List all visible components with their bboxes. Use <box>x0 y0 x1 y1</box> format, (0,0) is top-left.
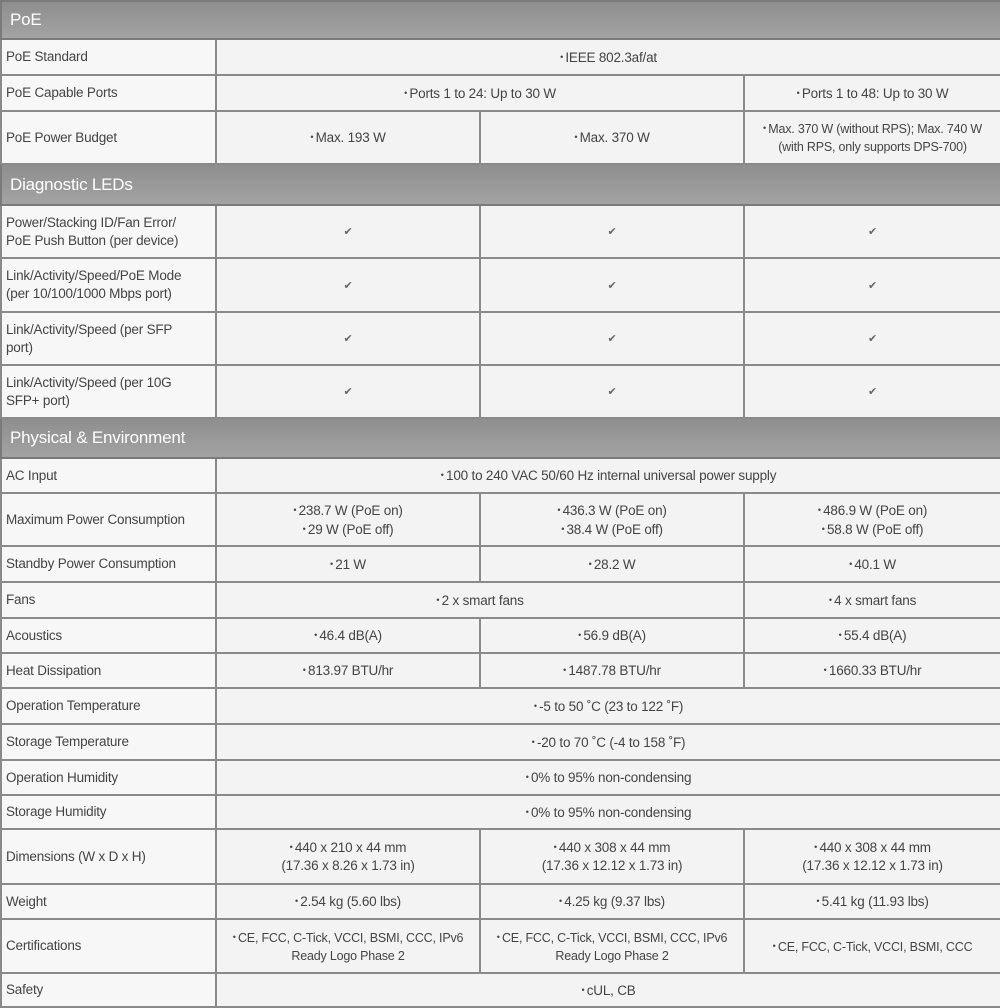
row-label: Safety <box>1 973 216 1007</box>
row-label: Weight <box>1 884 216 919</box>
section-title: Diagnostic LEDs <box>1 164 1000 205</box>
section-header-diagnostic-leds <box>1 164 1000 205</box>
row-value <box>480 919 744 973</box>
row-label: Operation Temperature <box>1 688 216 724</box>
label-line: Link/Activity/Speed (per SFP <box>6 321 173 337</box>
row-value <box>216 973 1000 1007</box>
label-line: port) <box>6 339 33 355</box>
row-value <box>216 653 480 688</box>
table-row <box>1 795 1000 829</box>
table-row <box>1 75 1000 111</box>
table-row <box>1 493 1000 546</box>
table-row <box>1 111 1000 164</box>
row-label: Dimensions (W x D x H) <box>1 829 216 884</box>
row-value <box>744 884 1000 919</box>
value-text: • 46.4 dB(A) <box>314 628 382 643</box>
value-text: (17.36 x 12.12 x 1.73 in) <box>541 858 683 873</box>
label-line: PoE Push Button (per device) <box>6 232 179 248</box>
value-text: (17.36 x 8.26 x 1.73 in) <box>281 858 415 873</box>
row-value <box>744 493 1000 546</box>
row-value <box>480 546 744 582</box>
value-text: • 813.97 BTU/hr <box>303 663 393 678</box>
value-text: • 440 x 308 x 44 mm <box>485 838 739 857</box>
row-value <box>216 258 480 312</box>
row-label: Certifications <box>1 919 216 973</box>
value-text: • Max. 193 W <box>310 130 385 145</box>
table-row <box>1 618 1000 653</box>
row-value <box>216 365 480 418</box>
label-line: Link/Activity/Speed (per 10G <box>6 374 172 390</box>
row-value <box>480 111 744 164</box>
row-value <box>744 618 1000 653</box>
value-text: • 440 x 210 x 44 mm <box>221 838 475 857</box>
table-row <box>1 546 1000 582</box>
row-value <box>216 829 480 884</box>
value-text: • -20 to 70 ˚C (-4 to 158 ˚F) <box>532 735 686 750</box>
table-row <box>1 688 1000 724</box>
table-row <box>1 258 1000 312</box>
label-line: SFP+ port) <box>6 392 70 408</box>
row-value <box>744 582 1000 618</box>
table-row <box>1 205 1000 258</box>
section-title: PoE <box>1 1 1000 39</box>
row-value <box>480 884 744 919</box>
table-row <box>1 724 1000 760</box>
table-row <box>1 365 1000 418</box>
row-label: PoE Capable Ports <box>1 75 216 111</box>
value-text: • 1660.33 BTU/hr <box>824 663 922 678</box>
row-value <box>480 493 744 546</box>
value-text: • 5.41 kg (11.93 lbs) <box>816 894 928 909</box>
row-label: Storage Temperature <box>1 724 216 760</box>
row-value <box>744 365 1000 418</box>
check-icon: ✔ <box>868 333 878 345</box>
row-label: Standby Power Consumption <box>1 546 216 582</box>
row-value <box>216 312 480 365</box>
row-value <box>216 618 480 653</box>
value-text: • Max. 370 W <box>574 130 649 145</box>
row-value <box>216 493 480 546</box>
value-text: • cUL, CB <box>581 983 635 998</box>
table-row <box>1 829 1000 884</box>
check-icon: ✔ <box>607 333 617 345</box>
value-text: • 238.7 W (PoE on) <box>221 501 475 520</box>
row-value <box>744 546 1000 582</box>
value-text: • 4.25 kg (9.37 lbs) <box>559 894 665 909</box>
value-text: • 28.2 W <box>589 557 636 572</box>
section-header-physical-environment <box>1 418 1000 458</box>
row-label <box>1 258 216 312</box>
check-icon: ✔ <box>868 279 878 292</box>
row-value <box>216 724 1000 760</box>
section-title: Physical & Environment <box>1 418 1000 458</box>
row-value <box>480 829 744 884</box>
row-value <box>744 653 1000 688</box>
table-row <box>1 312 1000 365</box>
row-value <box>216 688 1000 724</box>
value-text: Ready Logo Phase 2 <box>291 948 405 963</box>
value-text: • 436.3 W (PoE on) <box>485 501 739 520</box>
value-text: • 1487.78 BTU/hr <box>563 663 661 678</box>
value-text: • 21 W <box>330 557 366 572</box>
row-label: Fans <box>1 582 216 618</box>
check-icon: ✔ <box>868 226 878 238</box>
row-value <box>216 919 480 973</box>
row-value <box>216 458 1000 493</box>
label-line: (per 10/100/1000 Mbps port) <box>6 286 172 301</box>
value-text: (with RPS, only supports DPS-700) <box>778 140 967 154</box>
row-label <box>1 312 216 365</box>
row-value <box>216 205 480 258</box>
value-text: • Max. 370 W (without RPS); Max. 740 W <box>749 119 996 138</box>
row-value <box>744 111 1000 164</box>
label-line: Link/Activity/Speed/PoE Mode <box>6 268 182 283</box>
value-text: • -5 to 50 ˚C (23 to 122 ˚F) <box>534 699 683 714</box>
row-value <box>216 582 744 618</box>
value-text: • CE, FCC, C-Tick, VCCI, BSMI, CCC <box>773 940 973 954</box>
value-text: • 58.8 W (PoE off) <box>749 520 996 539</box>
row-value <box>744 205 1000 258</box>
table-row <box>1 582 1000 618</box>
row-value <box>480 205 744 258</box>
row-value <box>216 39 1000 75</box>
section-header-poe <box>1 1 1000 39</box>
row-label: Operation Humidity <box>1 760 216 795</box>
row-label: Storage Humidity <box>1 795 216 829</box>
row-label: Acoustics <box>1 618 216 653</box>
row-value <box>480 312 744 365</box>
row-value <box>216 75 744 111</box>
check-icon: ✔ <box>343 279 353 292</box>
value-text: • 2 x smart fans <box>436 593 523 608</box>
value-text: • 0% to 95% non-condensing <box>526 805 692 820</box>
row-label <box>1 365 216 418</box>
row-value <box>216 546 480 582</box>
row-label: Maximum Power Consumption <box>1 493 216 546</box>
table-row <box>1 760 1000 795</box>
table-row <box>1 973 1000 1007</box>
value-text: • Ports 1 to 48: Up to 30 W <box>797 86 949 101</box>
row-label <box>1 205 216 258</box>
row-label: AC Input <box>1 458 216 493</box>
check-icon: ✔ <box>868 386 878 398</box>
value-text: • 55.4 dB(A) <box>839 628 907 643</box>
row-value <box>744 312 1000 365</box>
value-text: • IEEE 802.3af/at <box>560 50 657 65</box>
row-value <box>480 258 744 312</box>
row-value <box>216 795 1000 829</box>
row-value <box>480 618 744 653</box>
table-row <box>1 653 1000 688</box>
row-value <box>480 653 744 688</box>
value-text: • 440 x 308 x 44 mm <box>749 838 996 857</box>
value-text: • 100 to 240 VAC 50/60 Hz internal universal power supply <box>441 468 776 483</box>
value-text: (17.36 x 12.12 x 1.73 in) <box>802 858 943 873</box>
check-icon: ✔ <box>343 386 353 398</box>
row-value <box>744 258 1000 312</box>
table-row <box>1 919 1000 973</box>
value-text: • 486.9 W (PoE on) <box>749 501 996 520</box>
value-text: • CE, FCC, C-Tick, VCCI, BSMI, CCC, IPv6 <box>485 928 739 947</box>
label-line: Power/Stacking ID/Fan Error/ <box>6 214 176 230</box>
value-text: Ready Logo Phase 2 <box>555 948 669 963</box>
check-icon: ✔ <box>343 226 353 238</box>
value-text: • 56.9 dB(A) <box>578 628 646 643</box>
row-value <box>744 829 1000 884</box>
table-row <box>1 39 1000 75</box>
row-value <box>744 919 1000 973</box>
value-text: • 0% to 95% non-condensing <box>526 770 692 785</box>
row-value <box>216 884 480 919</box>
row-value <box>480 365 744 418</box>
value-text: • CE, FCC, C-Tick, VCCI, BSMI, CCC, IPv6 <box>221 928 475 947</box>
row-label: PoE Power Budget <box>1 111 216 164</box>
row-label: Heat Dissipation <box>1 653 216 688</box>
check-icon: ✔ <box>607 386 617 398</box>
row-value <box>744 75 1000 111</box>
row-label: PoE Standard <box>1 39 216 75</box>
value-text: • 4 x smart fans <box>829 593 916 608</box>
value-text: • Ports 1 to 24: Up to 30 W <box>404 86 556 101</box>
check-icon: ✔ <box>607 226 617 238</box>
row-value <box>216 760 1000 795</box>
value-text: • 40.1 W <box>849 557 896 572</box>
value-text: • 2.54 kg (5.60 lbs) <box>295 894 401 909</box>
value-text: • 29 W (PoE off) <box>221 520 475 539</box>
value-text: • 38.4 W (PoE off) <box>485 520 739 539</box>
check-icon: ✔ <box>607 279 617 292</box>
row-value <box>216 111 480 164</box>
check-icon: ✔ <box>343 333 353 345</box>
table-row <box>1 884 1000 919</box>
table-row <box>1 458 1000 493</box>
